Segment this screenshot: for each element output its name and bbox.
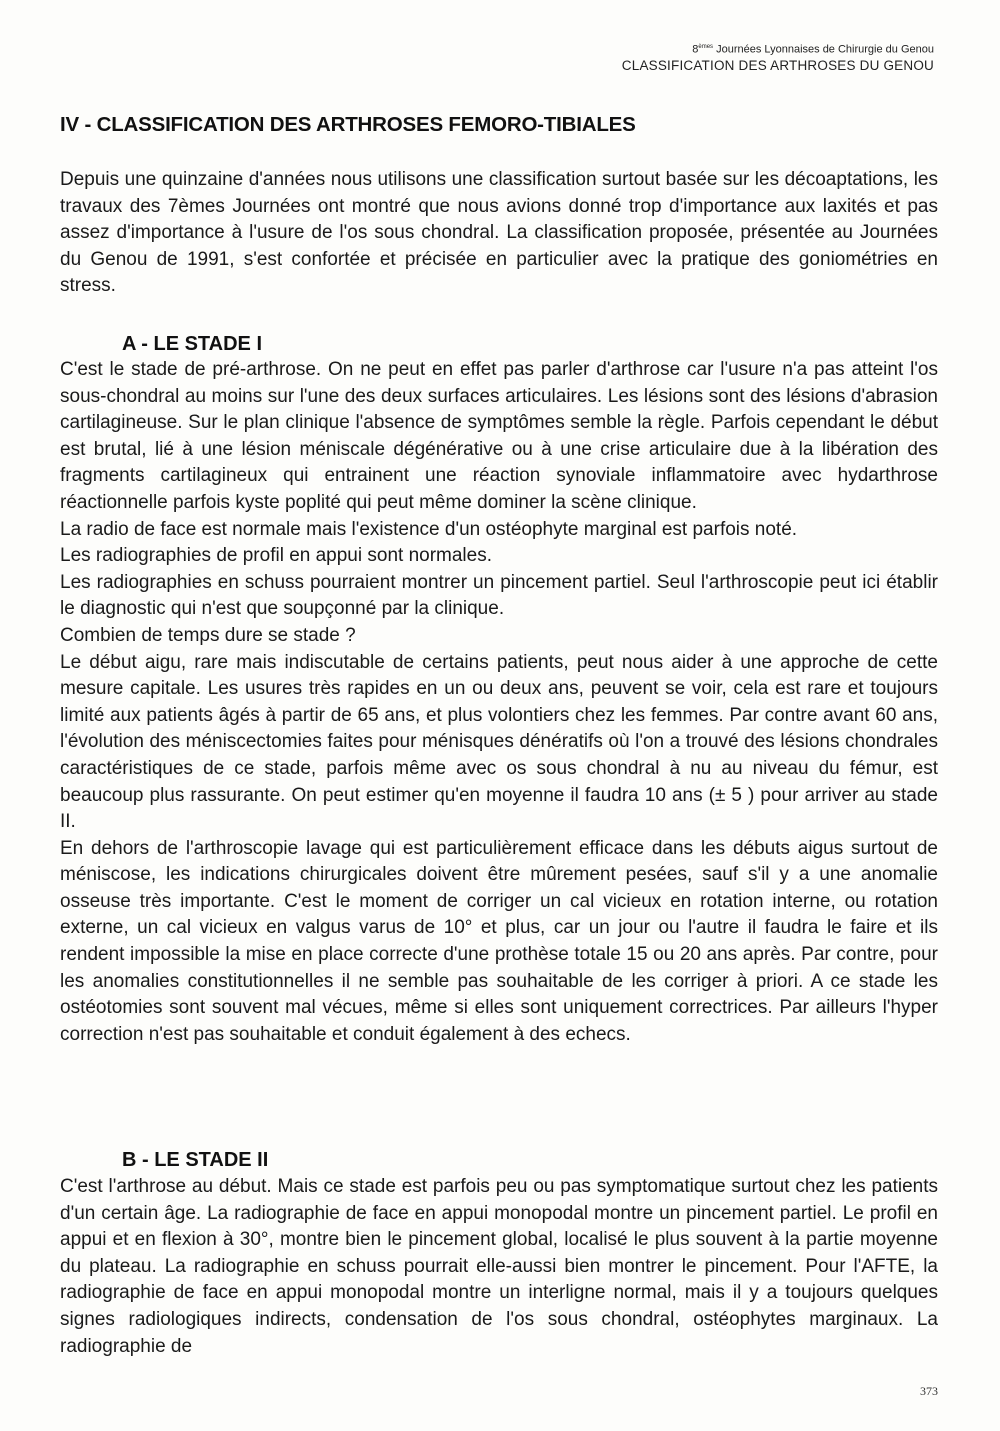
intro-paragraph: Depuis une quinzaine d'années nous utilisons une classification surtout basée sur les décoaptations, les travaux des 7èmes Journées ont montré que nous avions donné trop d'importance aux laxités et pas assez d'importance à l'usure de l'os sous chondral. La classification proposée, présentée au Journées du Genou de 1991, s'est confortée et précisée en particulier avec la pratique des goniométries en stress. bbox=[60, 169, 938, 297]
stage-a-paragraph: C'est le stade de pré-arthrose. On ne peut en effet pas parler d'arthrose car l'usure n'a pas atteint l'os sous-chondral au moins sur l'une des deux surfaces articulaires. Les lésions sont des lésions d'abrasion cartilagineuse. Sur le plan clinique l'absence de symptômes semble la règle. Parfois cependant le début est brutal, lié à une lésion méniscale dégénérative ou à une crise articulaire due à la libération des fragments cartilagineux qui entrainent une réaction synoviale inflammatoire avec hydarthrose réactionnelle parfois kyste poplité qui peut même dominer la scène clinique. bbox=[60, 359, 938, 513]
conference-name: 8èmes Journées Lyonnaises de Chirurgie du Genou bbox=[692, 43, 934, 56]
stage-a-paragraph: Combien de temps dure se stade ? bbox=[60, 624, 356, 646]
stage-a-paragraph: Le début aigu, rare mais indiscutable de certains patients, peut nous aider à une approche de cette mesure capitale. Les usures très rapides en un ou deux ans, peuvent se voir, cela est rare et toujours limité aux patients âgés à partir de 65 ans, et plus volontiers chez les femmes. Par contre avant 60 ans, l'évolution des méniscectomies faites pour ménisques dénératifs où l'on a trouvé des lésions chondrales caractéristiques de ce stade, parfois même avec os sous chondral à nu au niveau du fémur, est beaucoup plus rassurante. On peut estimer qu'en moyenne il faudra 10 ans (± 5 ) pour arriver au stade II. bbox=[60, 651, 938, 833]
stage-b-title: B - LE STADE II bbox=[122, 1149, 269, 1171]
stage-a-body bbox=[60, 357, 938, 1048]
section-title: IV - CLASSIFICATION DES ARTHROSES FEMORO-TIBIALES bbox=[60, 113, 636, 136]
chapter-title: CLASSIFICATION DES ARTHROSES DU GENOU bbox=[621, 57, 934, 73]
stage-a-paragraph: Les radiographies en schuss pourraient montrer un pincement partiel. Seul l'arthroscopie peut ici établir le diagnostic qui n'est que soupçonné par la clinique. bbox=[60, 571, 938, 620]
stage-a-title: A - LE STADE I bbox=[122, 333, 262, 355]
stage-b-paragraph: C'est l'arthrose au début. Mais ce stade est parfois peu ou pas symptomatique surtout chez les patients d'un certain âge. La radiographie de face en appui monopodal montre un pincement partiel. Le profil en appui et en flexion à 30°, montre bien le pincement global, localisé le plus souvent à la partie moyenne du plateau. La radiographie en schuss pourrait elle-aussi bien montrer le pincement. Pour l'AFTE, la radiographie de face en appui monopodal montre un interligne normal, mais il y a toujours quelques signes radiologiques indirects, condensation de l'os sous chondral, ostéophytes marginaux. La radiographie de bbox=[60, 1176, 938, 1357]
running-header bbox=[622, 40, 934, 75]
stage-a-paragraph: En dehors de l'arthroscopie lavage qui est particulièrement efficace dans les débuts aigus surtout de méniscose, les indications chirurgicales doivent être mûrement pesées, sauf s'il y a une anomalie osseuse très importante. C'est le moment de corriger un cal vicieux en rotation interne, ou rotation externe, un cal vicieux en valgus varus de 10° et plus, car un jour ou l'autre il faudra le faire et ils rendent impossible la mise en place correcte d'une prothèse totale 15 ou 20 ans après. Par contre, pour les anomalies constitutionnelles il ne semble pas souhaitable de les corriger à priori. A ce stade les ostéotomies sont souvent mal vécues, même si elles sont uniquement correctrices. Par ailleurs l'hyper correction n'est pas souhaitable et conduit également à des echecs. bbox=[60, 837, 938, 1045]
page-number: 373 bbox=[920, 1384, 938, 1398]
stage-a-paragraph: Les radiographies de profil en appui sont normales. bbox=[60, 545, 492, 567]
stage-a-paragraph: La radio de face est normale mais l'existence d'un ostéophyte marginal est parfois noté. bbox=[60, 518, 798, 540]
stage-b-body bbox=[60, 1174, 938, 1360]
